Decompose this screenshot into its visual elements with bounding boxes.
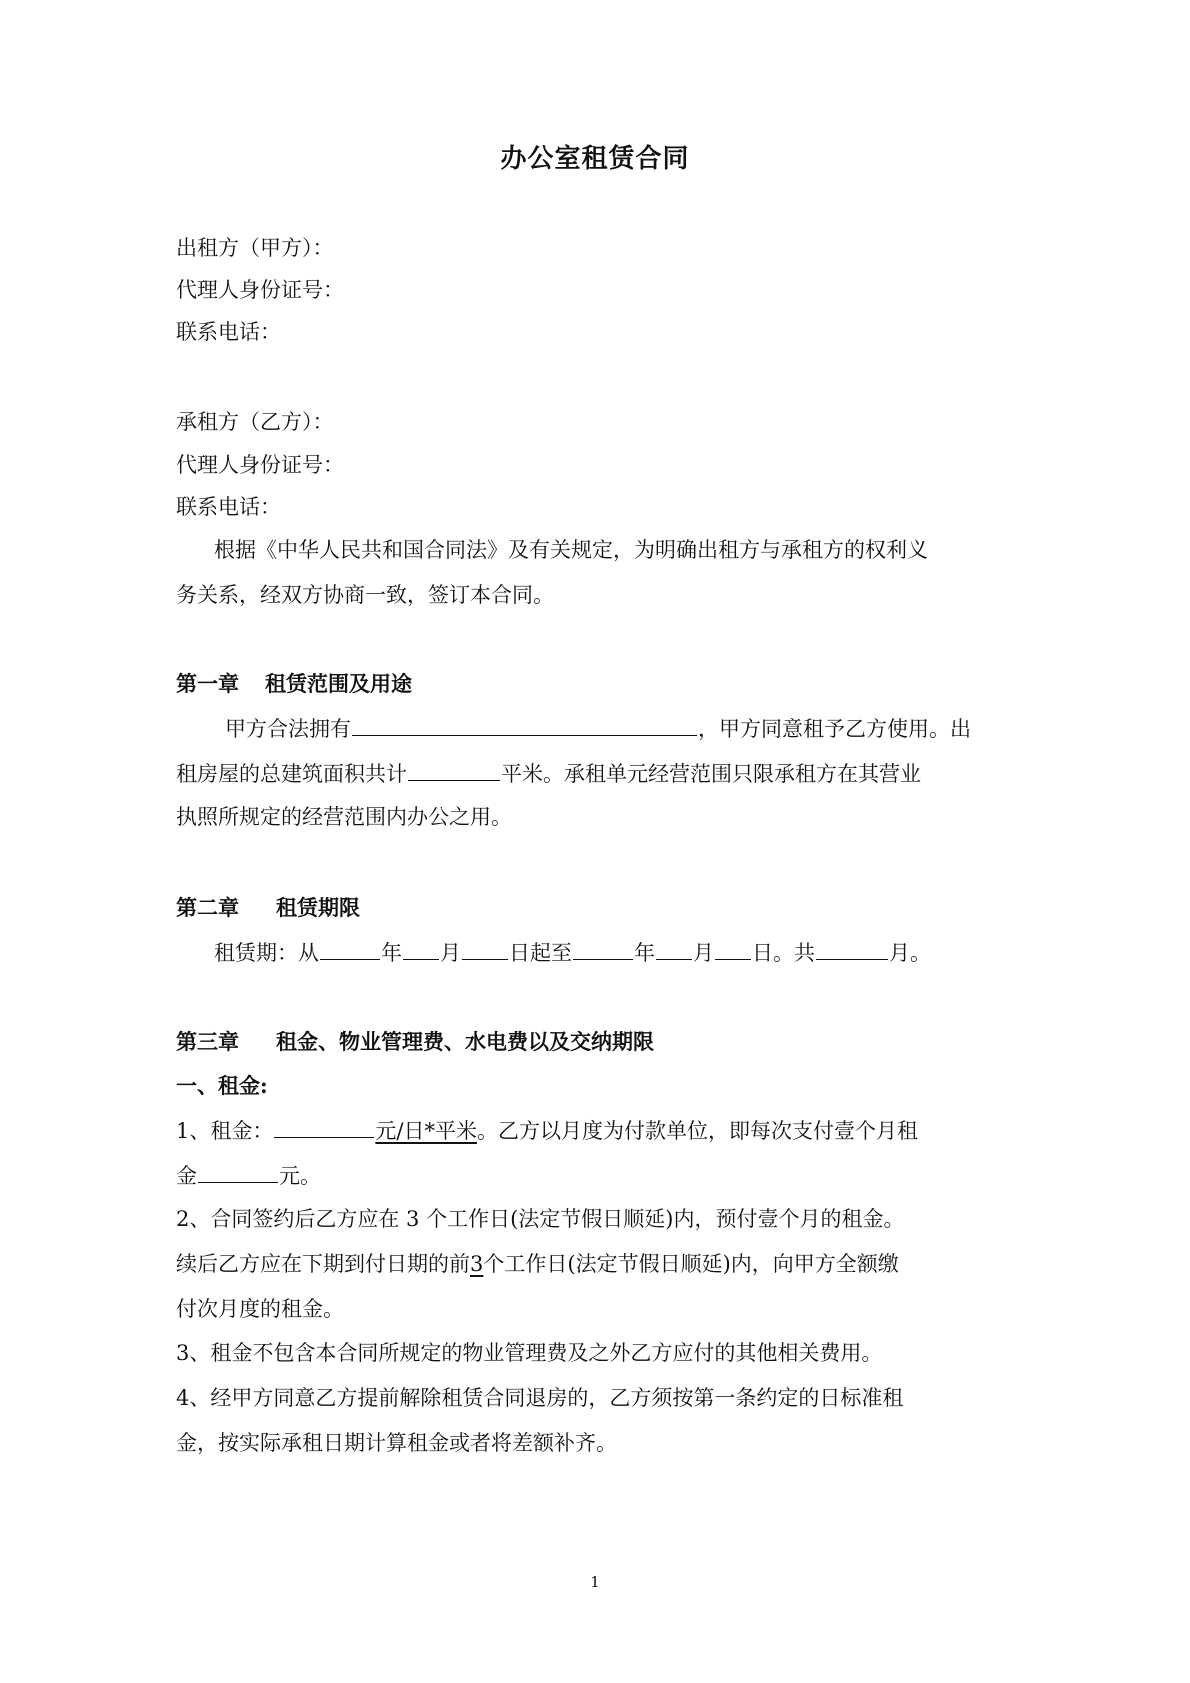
- lease-period-text: 月: [693, 941, 714, 965]
- lease-period-text: 月: [440, 941, 461, 965]
- lease-period-text: 年: [634, 941, 655, 965]
- lessee-phone-label: 联系电话：: [176, 495, 281, 519]
- rent-item-text: 1、租金：: [176, 1119, 274, 1143]
- lease-period-text: 年: [381, 941, 402, 965]
- lessor-phone-label: 联系电话：: [176, 320, 281, 344]
- page-number: 1: [590, 1573, 600, 1591]
- end-day-blank[interactable]: [715, 937, 751, 960]
- rent-item-3: 3、租金不包含本合同所规定的物业管理费及之外乙方应付的其他相关费用。: [176, 1341, 883, 1365]
- rent-item-1-line-1: [176, 1115, 918, 1146]
- property-blank[interactable]: [352, 713, 697, 736]
- chapter-1-line-1: [225, 713, 971, 744]
- chapter-1-line-2: [176, 758, 921, 789]
- chapter-1-text: 租房屋的总建筑面积共计: [176, 762, 407, 786]
- lessor-agent-id-label: 代理人身份证号：: [176, 278, 344, 302]
- rent-item-1-line-2: [176, 1160, 321, 1191]
- lessor-label: 出租方（甲方）：: [176, 236, 334, 260]
- chapter-1-text: 甲方合法拥有: [225, 717, 351, 741]
- rent-subheading: 一、租金:: [176, 1073, 268, 1098]
- daily-rate-blank[interactable]: [274, 1115, 374, 1138]
- start-day-blank[interactable]: [462, 937, 508, 960]
- lessee-agent-id-label: 代理人身份证号：: [176, 453, 344, 477]
- chapter-2-title: 租赁期限: [276, 895, 360, 920]
- chapter-1-line-3: 执照所规定的经营范围内办公之用。: [176, 805, 512, 829]
- rent-item-2-line-2: [176, 1249, 899, 1279]
- total-months-blank[interactable]: [816, 937, 888, 960]
- end-year-blank[interactable]: [573, 937, 633, 960]
- monthly-rent-blank[interactable]: [198, 1160, 278, 1183]
- rent-item-2-line-3: 付次月度的租金。: [176, 1297, 344, 1321]
- document-title: 办公室租赁合同: [500, 144, 690, 174]
- rent-item-text: 元。: [279, 1164, 321, 1188]
- lessee-label: 承租方（乙方）：: [176, 410, 334, 434]
- lease-period-text: 日。共: [752, 941, 815, 965]
- start-month-blank[interactable]: [403, 937, 439, 960]
- preamble-line-2: 务关系，经双方协商一致，签订本合同。: [176, 583, 554, 607]
- chapter-3-title: 租金、物业管理费、水电费以及交纳期限: [276, 1029, 654, 1054]
- rent-item-text: 。乙方以月度为付款单位，即每次支付壹个月租: [476, 1119, 918, 1143]
- chapter-2-heading: [176, 893, 360, 923]
- area-blank[interactable]: [408, 758, 500, 781]
- rent-item-text: 续后乙方应在下期到付日期的前: [176, 1252, 470, 1276]
- lease-period-line: [214, 937, 931, 968]
- rent-item-2-line-1: 2、合同签约后乙方应在 3 个工作日(法定节假日顺延)内，预付壹个月的租金。: [176, 1207, 905, 1231]
- lease-period-text: 日起至: [509, 941, 572, 965]
- chapter-1-number: 第一章: [176, 671, 239, 696]
- working-days-value: 3: [470, 1252, 484, 1276]
- rent-unit: 元/日*平米: [375, 1119, 477, 1143]
- rent-item-text: 金: [176, 1164, 197, 1188]
- lease-period-text: 租赁期：从: [214, 941, 319, 965]
- start-year-blank[interactable]: [320, 937, 380, 960]
- rent-item-text: 个工作日(法定节假日顺延)内，向甲方全额缴: [483, 1252, 899, 1276]
- chapter-1-text: 平米。承租单元经营范围只限承租方在其营业: [501, 762, 921, 786]
- chapter-3-heading: [176, 1027, 654, 1057]
- chapter-1-heading: [176, 669, 412, 699]
- chapter-1-text: ，甲方同意租予乙方使用。出: [698, 717, 971, 741]
- end-month-blank[interactable]: [656, 937, 692, 960]
- rent-item-4-line-1: 4、经甲方同意乙方提前解除租赁合同退房的，乙方须按第一条约定的日标准租: [176, 1386, 904, 1410]
- rent-item-4-line-2: 金，按实际承租日期计算租金或者将差额补齐。: [176, 1431, 617, 1455]
- chapter-2-number: 第二章: [176, 895, 239, 920]
- chapter-1-title: 租赁范围及用途: [265, 671, 412, 696]
- preamble-line-1: 根据《中华人民共和国合同法》及有关规定，为明确出租方与承租方的权利义: [214, 538, 928, 562]
- lease-period-text: 月。: [889, 941, 931, 965]
- chapter-3-number: 第三章: [176, 1029, 239, 1054]
